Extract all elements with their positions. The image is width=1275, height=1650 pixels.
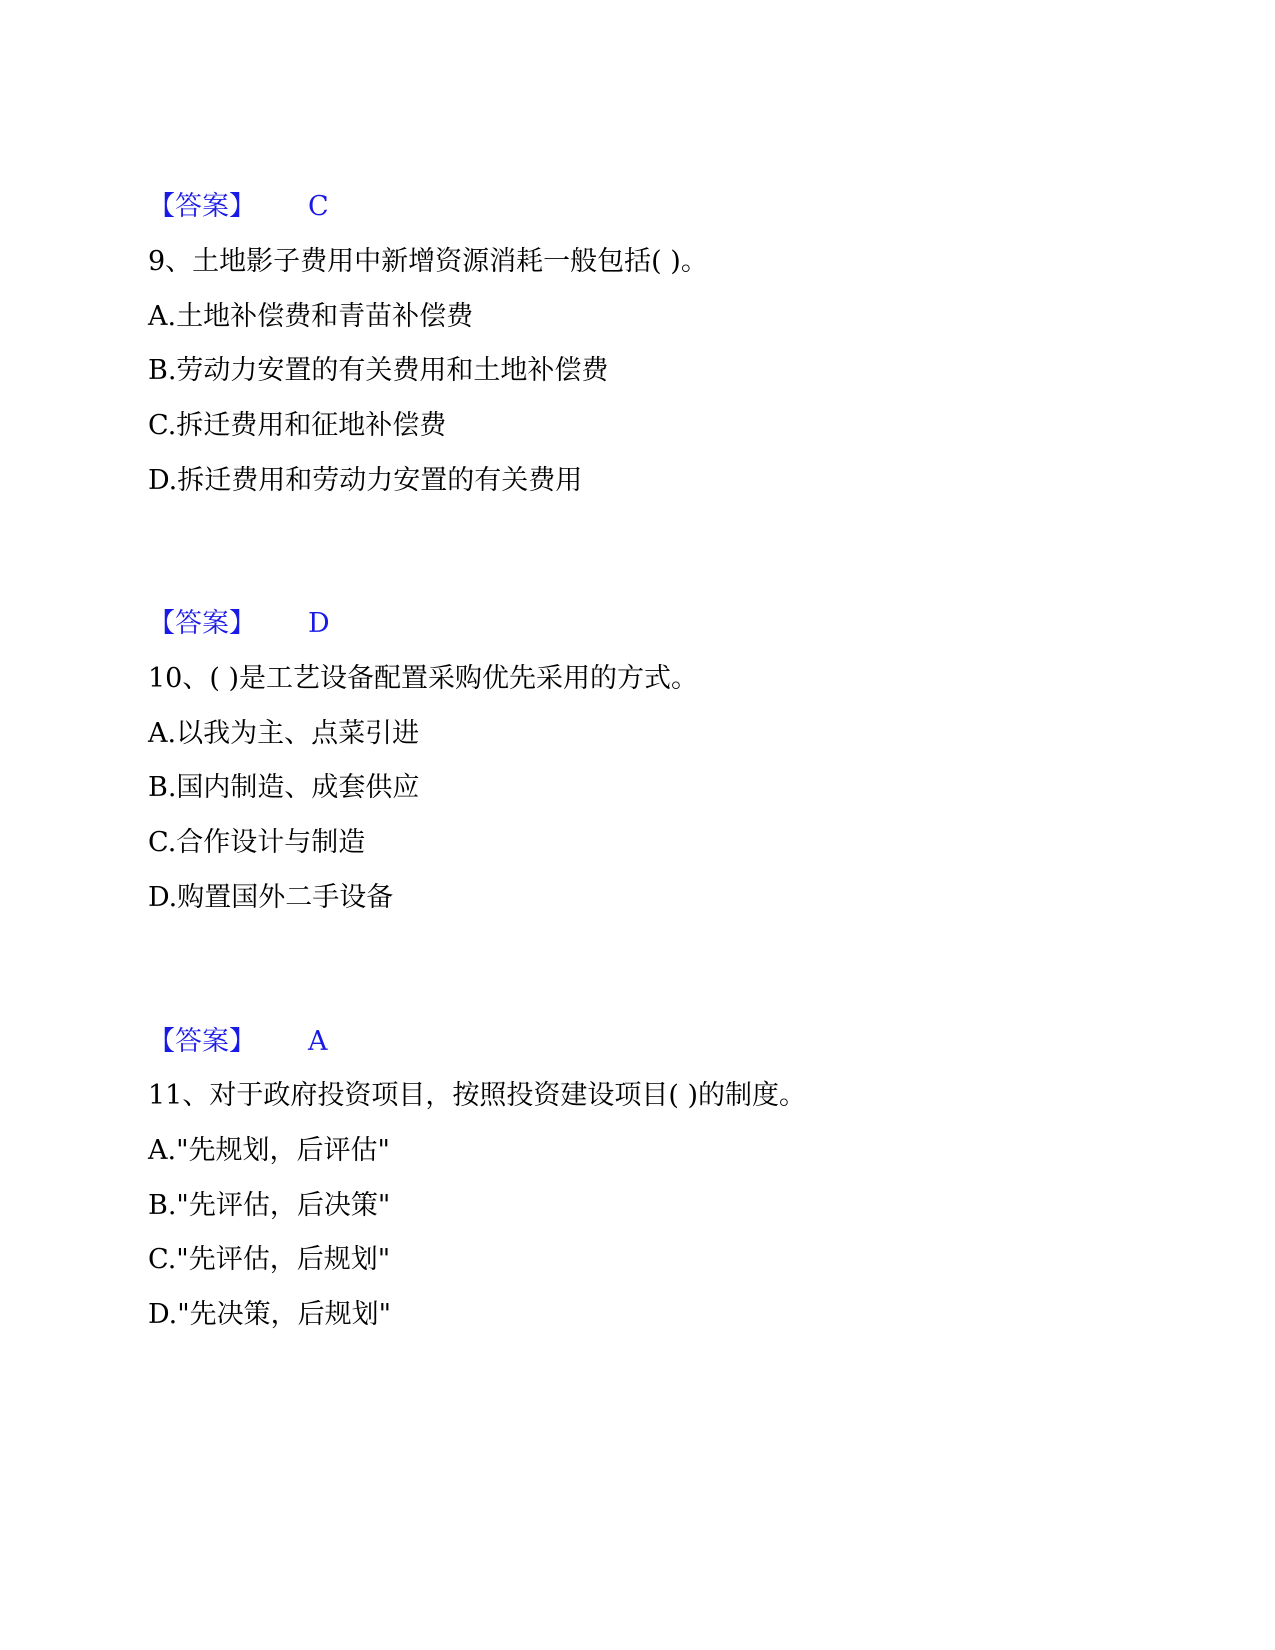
option-b: B."先评估，后决策"	[148, 1190, 391, 1221]
option-a: A."先规划，后评估"	[148, 1135, 390, 1166]
option-d: D."先决策，后规划"	[148, 1299, 392, 1330]
option-c: C.拆迁费用和征地补偿费	[148, 410, 447, 441]
answer-value: C	[308, 191, 329, 222]
question-10: 10、( )是工艺设备配置采购优先采用的方式。	[148, 663, 699, 694]
question-9: 9、土地影子费用中新增资源消耗一般包括( )。	[148, 246, 708, 277]
question-11: 11、对于政府投资项目，按照投资建设项目( )的制度。	[148, 1080, 807, 1111]
answer-value: A	[308, 1026, 328, 1057]
answer-line	[148, 190, 329, 224]
option-c: C.合作设计与制造	[148, 827, 366, 858]
answer-label: 【答案】	[148, 608, 256, 639]
option-b: B.国内制造、成套供应	[148, 772, 420, 803]
option-d: D.购置国外二手设备	[148, 882, 394, 913]
answer-label: 【答案】	[148, 1026, 256, 1057]
option-d: D.拆迁费用和劳动力安置的有关费用	[148, 465, 583, 496]
option-b: B.劳动力安置的有关费用和土地补偿费	[148, 355, 609, 386]
option-a: A.以我为主、点菜引进	[148, 718, 420, 749]
answer-line	[148, 1025, 328, 1059]
option-c: C."先评估，后规划"	[148, 1244, 391, 1275]
option-a: A.土地补偿费和青苗补偿费	[148, 301, 474, 332]
answer-value: D	[308, 608, 330, 639]
answer-label: 【答案】	[148, 191, 256, 222]
answer-line	[148, 607, 330, 641]
